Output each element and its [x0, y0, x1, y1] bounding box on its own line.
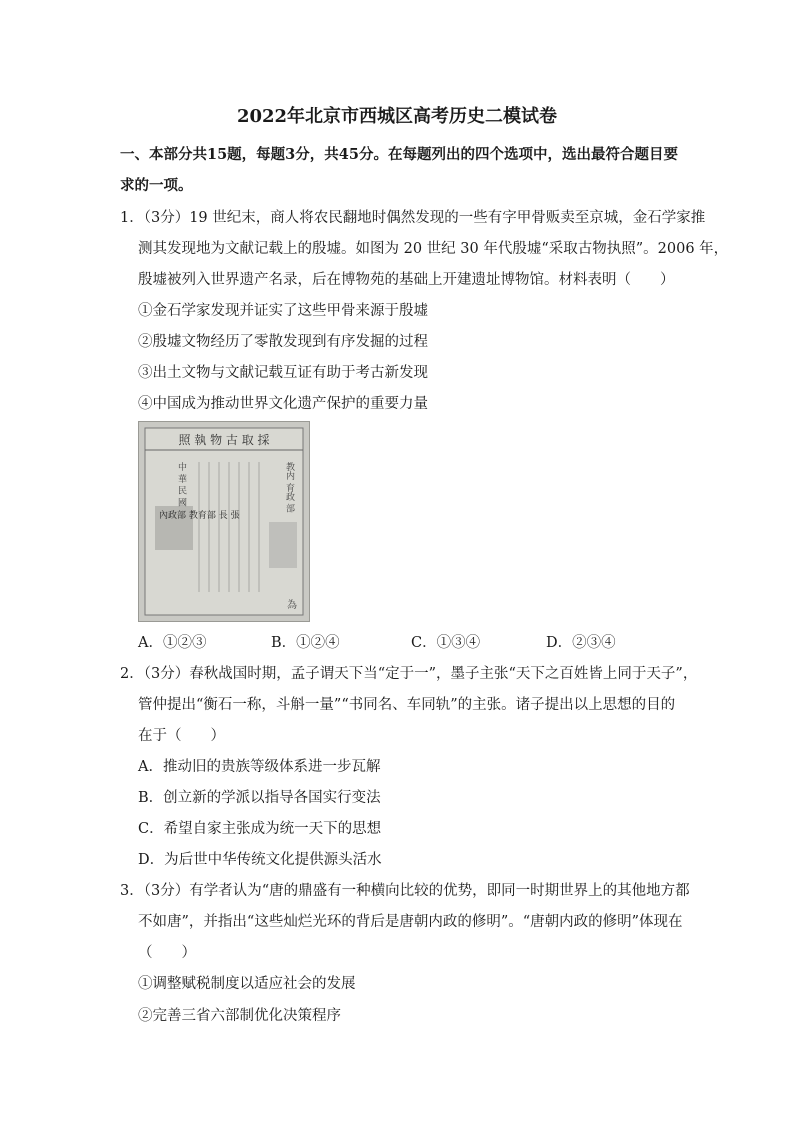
document-title: 2022年北京市西城区高考历史二模试卷: [236, 106, 558, 127]
question-1-stem-line3: 殷墟被列入世界遗产名录，后在博物苑的基础上开建遗址博物馆。材料表明（ ）: [138, 272, 675, 288]
question-3-statement-1: ①调整赋税制度以适应社会的发展: [138, 976, 356, 992]
question-3-statement-2: ②完善三省六部制优化决策程序: [138, 1008, 341, 1024]
question-3-stem-line3: （ ）: [138, 945, 196, 961]
question-3-stem-line2: 不如唐”，并指出“这些灿烂光环的背后是唐朝内政的修明”。“唐朝内政的修明”体现在: [138, 914, 683, 930]
question-1-option-c[interactable]: C．①③④: [411, 635, 481, 651]
license-corner-char: 為: [287, 600, 297, 611]
excavation-license-photo: [138, 421, 310, 622]
license-header-text: 照 執 物 古 取 採: [178, 433, 270, 447]
question-1-option-b[interactable]: B．①②④: [271, 635, 340, 651]
question-1-stem-line1: 1．（3分）19 世纪末，商人将农民翻地时偶然发现的一些有字甲骨贩卖至京城，金石学家推: [120, 210, 706, 226]
question-3-stem-line1: 3．（3分）有学者认为“唐的鼎盛有一种横向比较的优势，即同一时期世界上的其他地方都: [120, 883, 690, 899]
license-stamp-text: 內政部 教育部 長 張: [159, 511, 240, 521]
license-date-text: 中 華 民 國: [176, 462, 186, 507]
question-1-statement-4: ④中国成为推动世界文化遗产保护的重要力量: [138, 396, 428, 412]
section-instruction-line1: 一、本部分共15题，每题3分，共45分。在每题列出的四个选项中，选出最符合题目要: [120, 146, 678, 163]
question-1-stem-line2: 测其发现地为文献记载上的殷墟。如图为 20 世纪 30 年代殷墟“采取古物执照”。2006 年，: [138, 241, 729, 257]
question-1-statement-3: ③出土文物与文献记载互证有助于考古新发现: [138, 365, 428, 381]
question-2-option-c[interactable]: C．希望自家主张成为统一天下的思想: [138, 821, 382, 837]
question-1-statement-2: ②殷墟文物经历了零散发现到有序发掘的过程: [138, 334, 428, 350]
section-instruction-line2: 求的一项。: [120, 177, 193, 194]
question-2-stem-line3: 在于（ ）: [138, 728, 225, 744]
question-2-option-d[interactable]: D．为后世中华传统文化提供源头活水: [138, 852, 382, 868]
question-2-option-b[interactable]: B．创立新的学派以指导各国实行变法: [138, 790, 381, 806]
question-2-stem-line1: 2．（3分）春秋战国时期，孟子谓天下当“定于一”，墨子主张“天下之百姓皆上同于天子”，: [120, 666, 698, 682]
license-issuer-text: 教内 育政 部: [284, 462, 294, 513]
question-1-statement-1: ①金石学家发现并证实了这些甲骨来源于殷墟: [138, 303, 428, 319]
license-document-graphic: [139, 422, 309, 621]
question-2-stem-line2: 管仲提出“衡石一称，斗斛一量”“书同名、车同轨”的主张。诸子提出以上思想的目的: [138, 697, 676, 713]
question-1-option-a[interactable]: A．①②③: [138, 635, 207, 651]
question-2-option-a[interactable]: A．推动旧的贵族等级体系进一步瓦解: [138, 759, 381, 775]
question-1-option-d[interactable]: D．②③④: [546, 635, 616, 651]
